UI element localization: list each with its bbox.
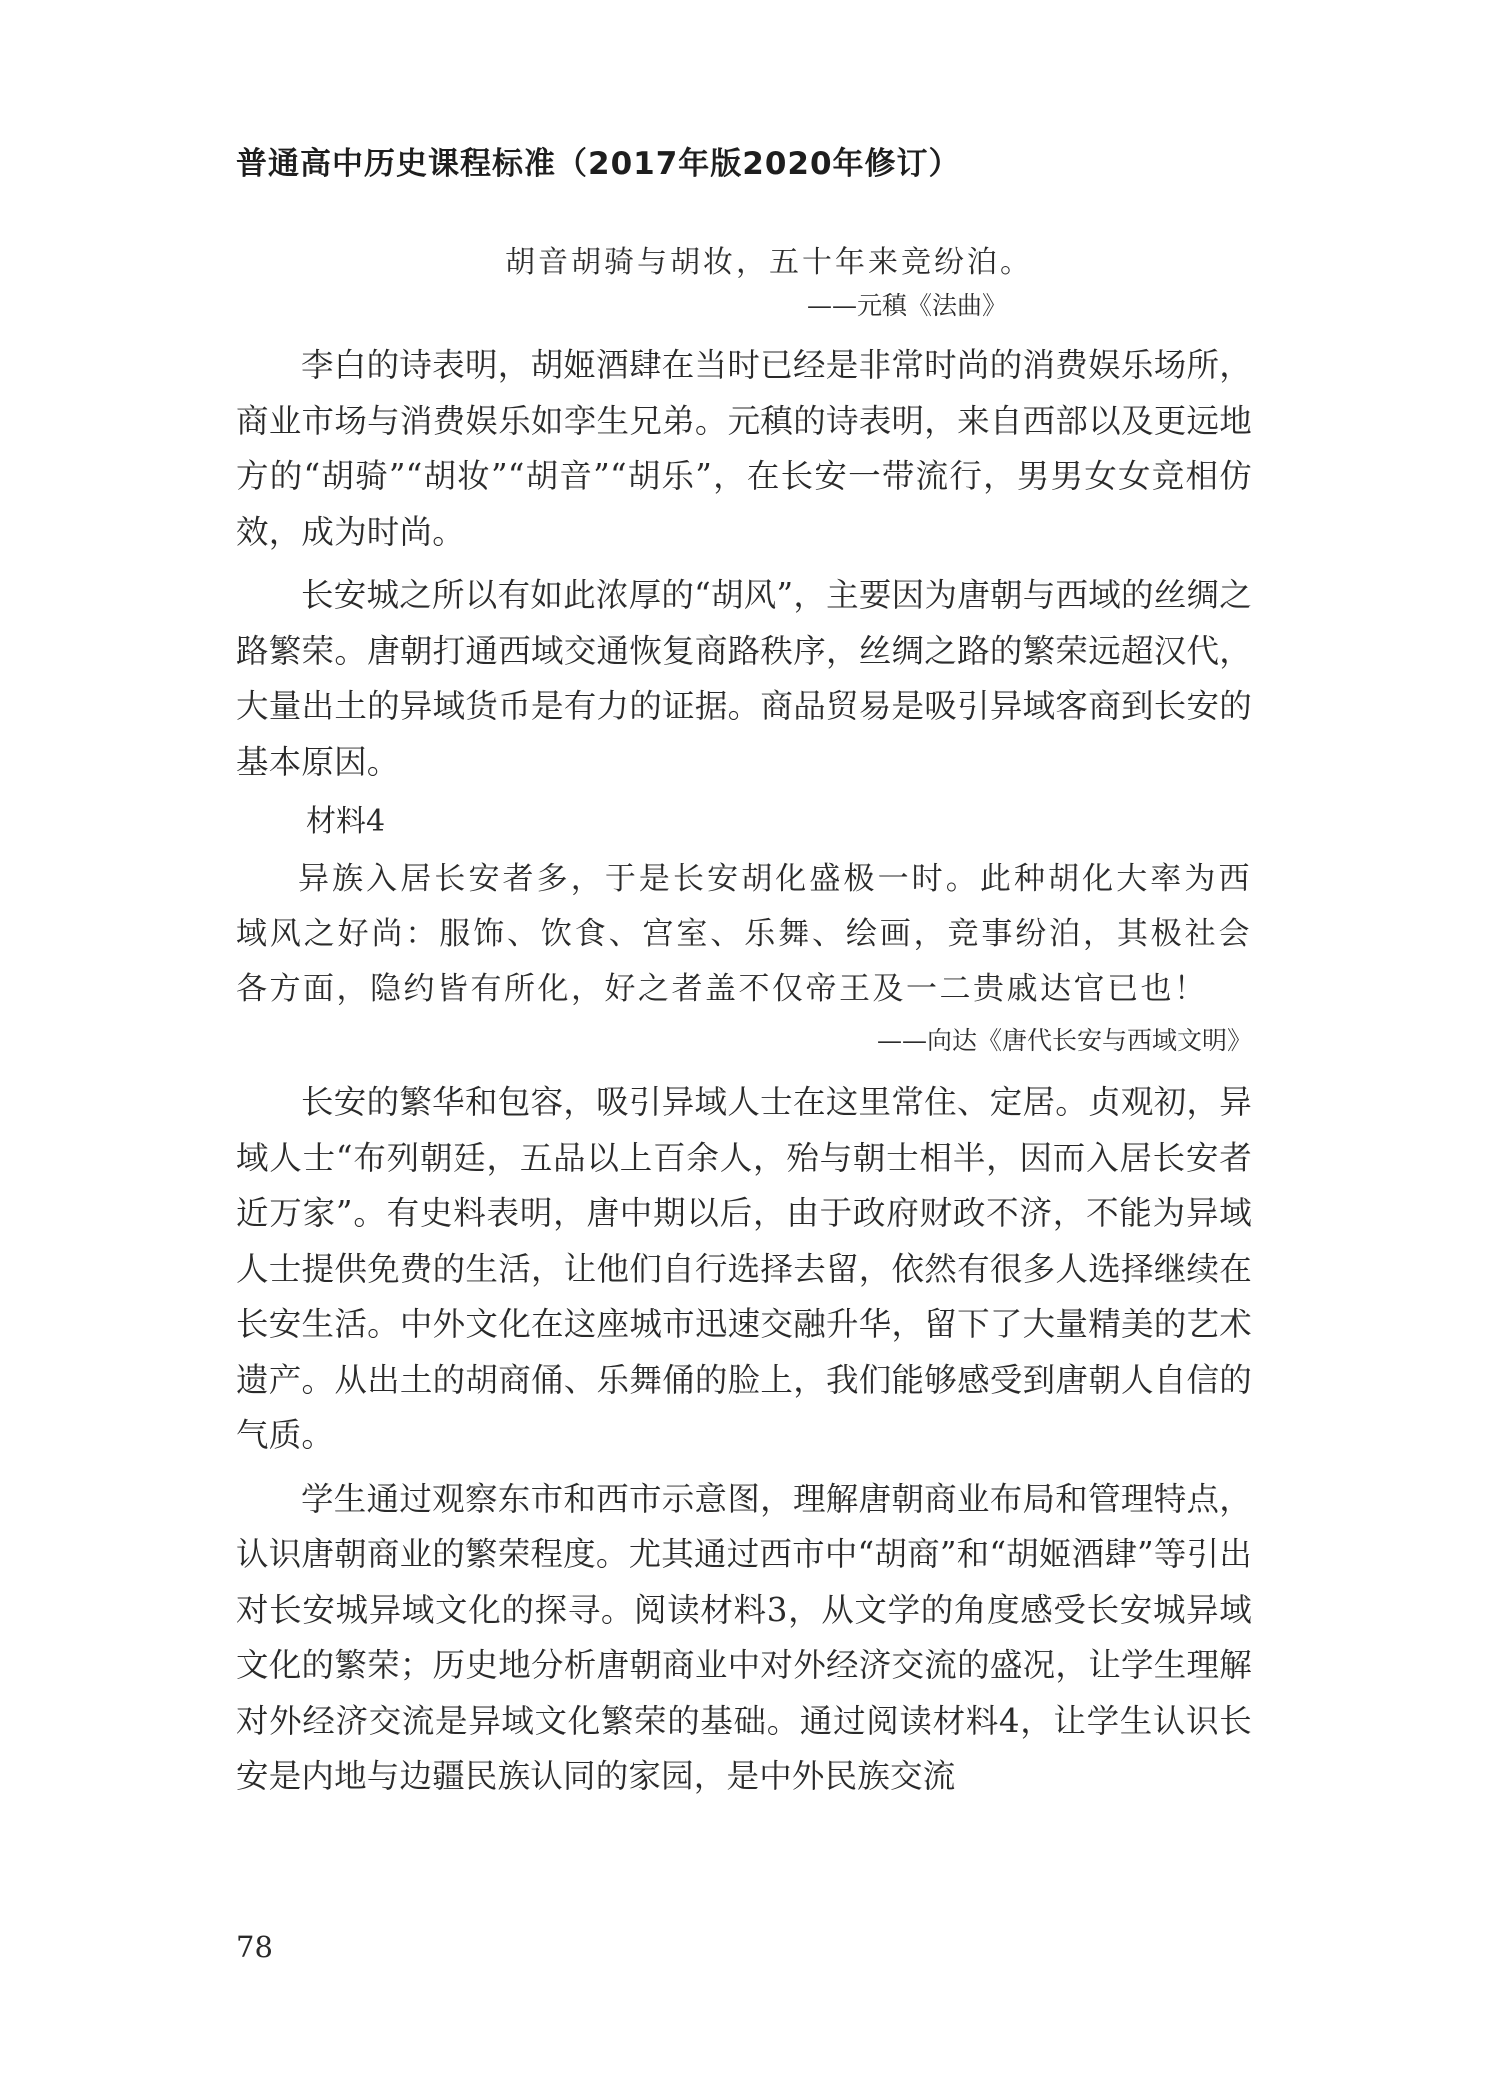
paragraph-3: 长安的繁华和包容，吸引异域人士在这里常住、定居。贞观初，异域人士“布列朝廷，五品以上百余人，殆与朝士相半，因而入居长安者近万家”。有史料表明，唐中期以后，由于政府财政不济，不能为异域人士提供免费的生活，让他们自行选择去留，依然有很多人选择继续在长安生活。中外文化在这座城市迅速交融升华，留下了大量精美的艺术遗产。从出土的胡商俑、乐舞俑的脸上，我们能够感受到唐朝人自信的气质。 bbox=[236, 1083, 1252, 1454]
material-4-quote: 异族入居长安者多，于是长安胡化盛极一时。此种胡化大率为西域风之好尚：服饰、饮食、宫室、乐舞、绘画，竞事纷泊，其极社会各方面，隐约皆有所化，好之者盖不仅帝王及一二贵戚达官已也！ bbox=[236, 861, 1252, 1007]
poem-quote: 胡音胡骑与胡妆，五十年来竞纷泊。 bbox=[505, 245, 1033, 280]
paragraph-4: 学生通过观察东市和西市示意图，理解唐朝商业布局和管理特点，认识唐朝商业的繁荣程度。尤其通过西市中“胡商”和“胡姬酒肆”等引出对长安城异域文化的探寻。阅读材料3，从文学的角度感受长安城异域文化的繁荣；历史地分析唐朝商业中对外经济交流的盛况，让学生理解对外经济交流是异域文化繁荣的基础。通过阅读材料4，让学生认识长安是内地与边疆民族认同的家园，是中外民族交流 bbox=[236, 1479, 1252, 1795]
page-number: 78 bbox=[236, 1930, 273, 1964]
paragraph-1: 李白的诗表明，胡姬酒肆在当时已经是非常时尚的消费娱乐场所，商业市场与消费娱乐如孪生兄弟。元稹的诗表明，来自西部以及更远地方的“胡骑”“胡妆”“胡音”“胡乐”，在长安一带流行，男男女女竞相仿效，成为时尚。 bbox=[236, 346, 1252, 551]
poem-attribution: ——元稹《法曲》 bbox=[806, 291, 1007, 320]
material-4-label: 材料4 bbox=[306, 804, 386, 839]
material-4-attribution: ——向达《唐代长安与西域文明》 bbox=[876, 1026, 1252, 1055]
page-body bbox=[236, 240, 1252, 1813]
running-header: 普通高中历史课程标准（2017年版2020年修订） bbox=[236, 146, 961, 182]
paragraph-2: 长安城之所以有如此浓厚的“胡风”，主要因为唐朝与西域的丝绸之路繁荣。唐朝打通西域交通恢复商路秩序，丝绸之路的繁荣远超汉代，大量出土的异域货币是有力的证据。商品贸易是吸引异域客商到长安的基本原因。 bbox=[236, 576, 1252, 781]
